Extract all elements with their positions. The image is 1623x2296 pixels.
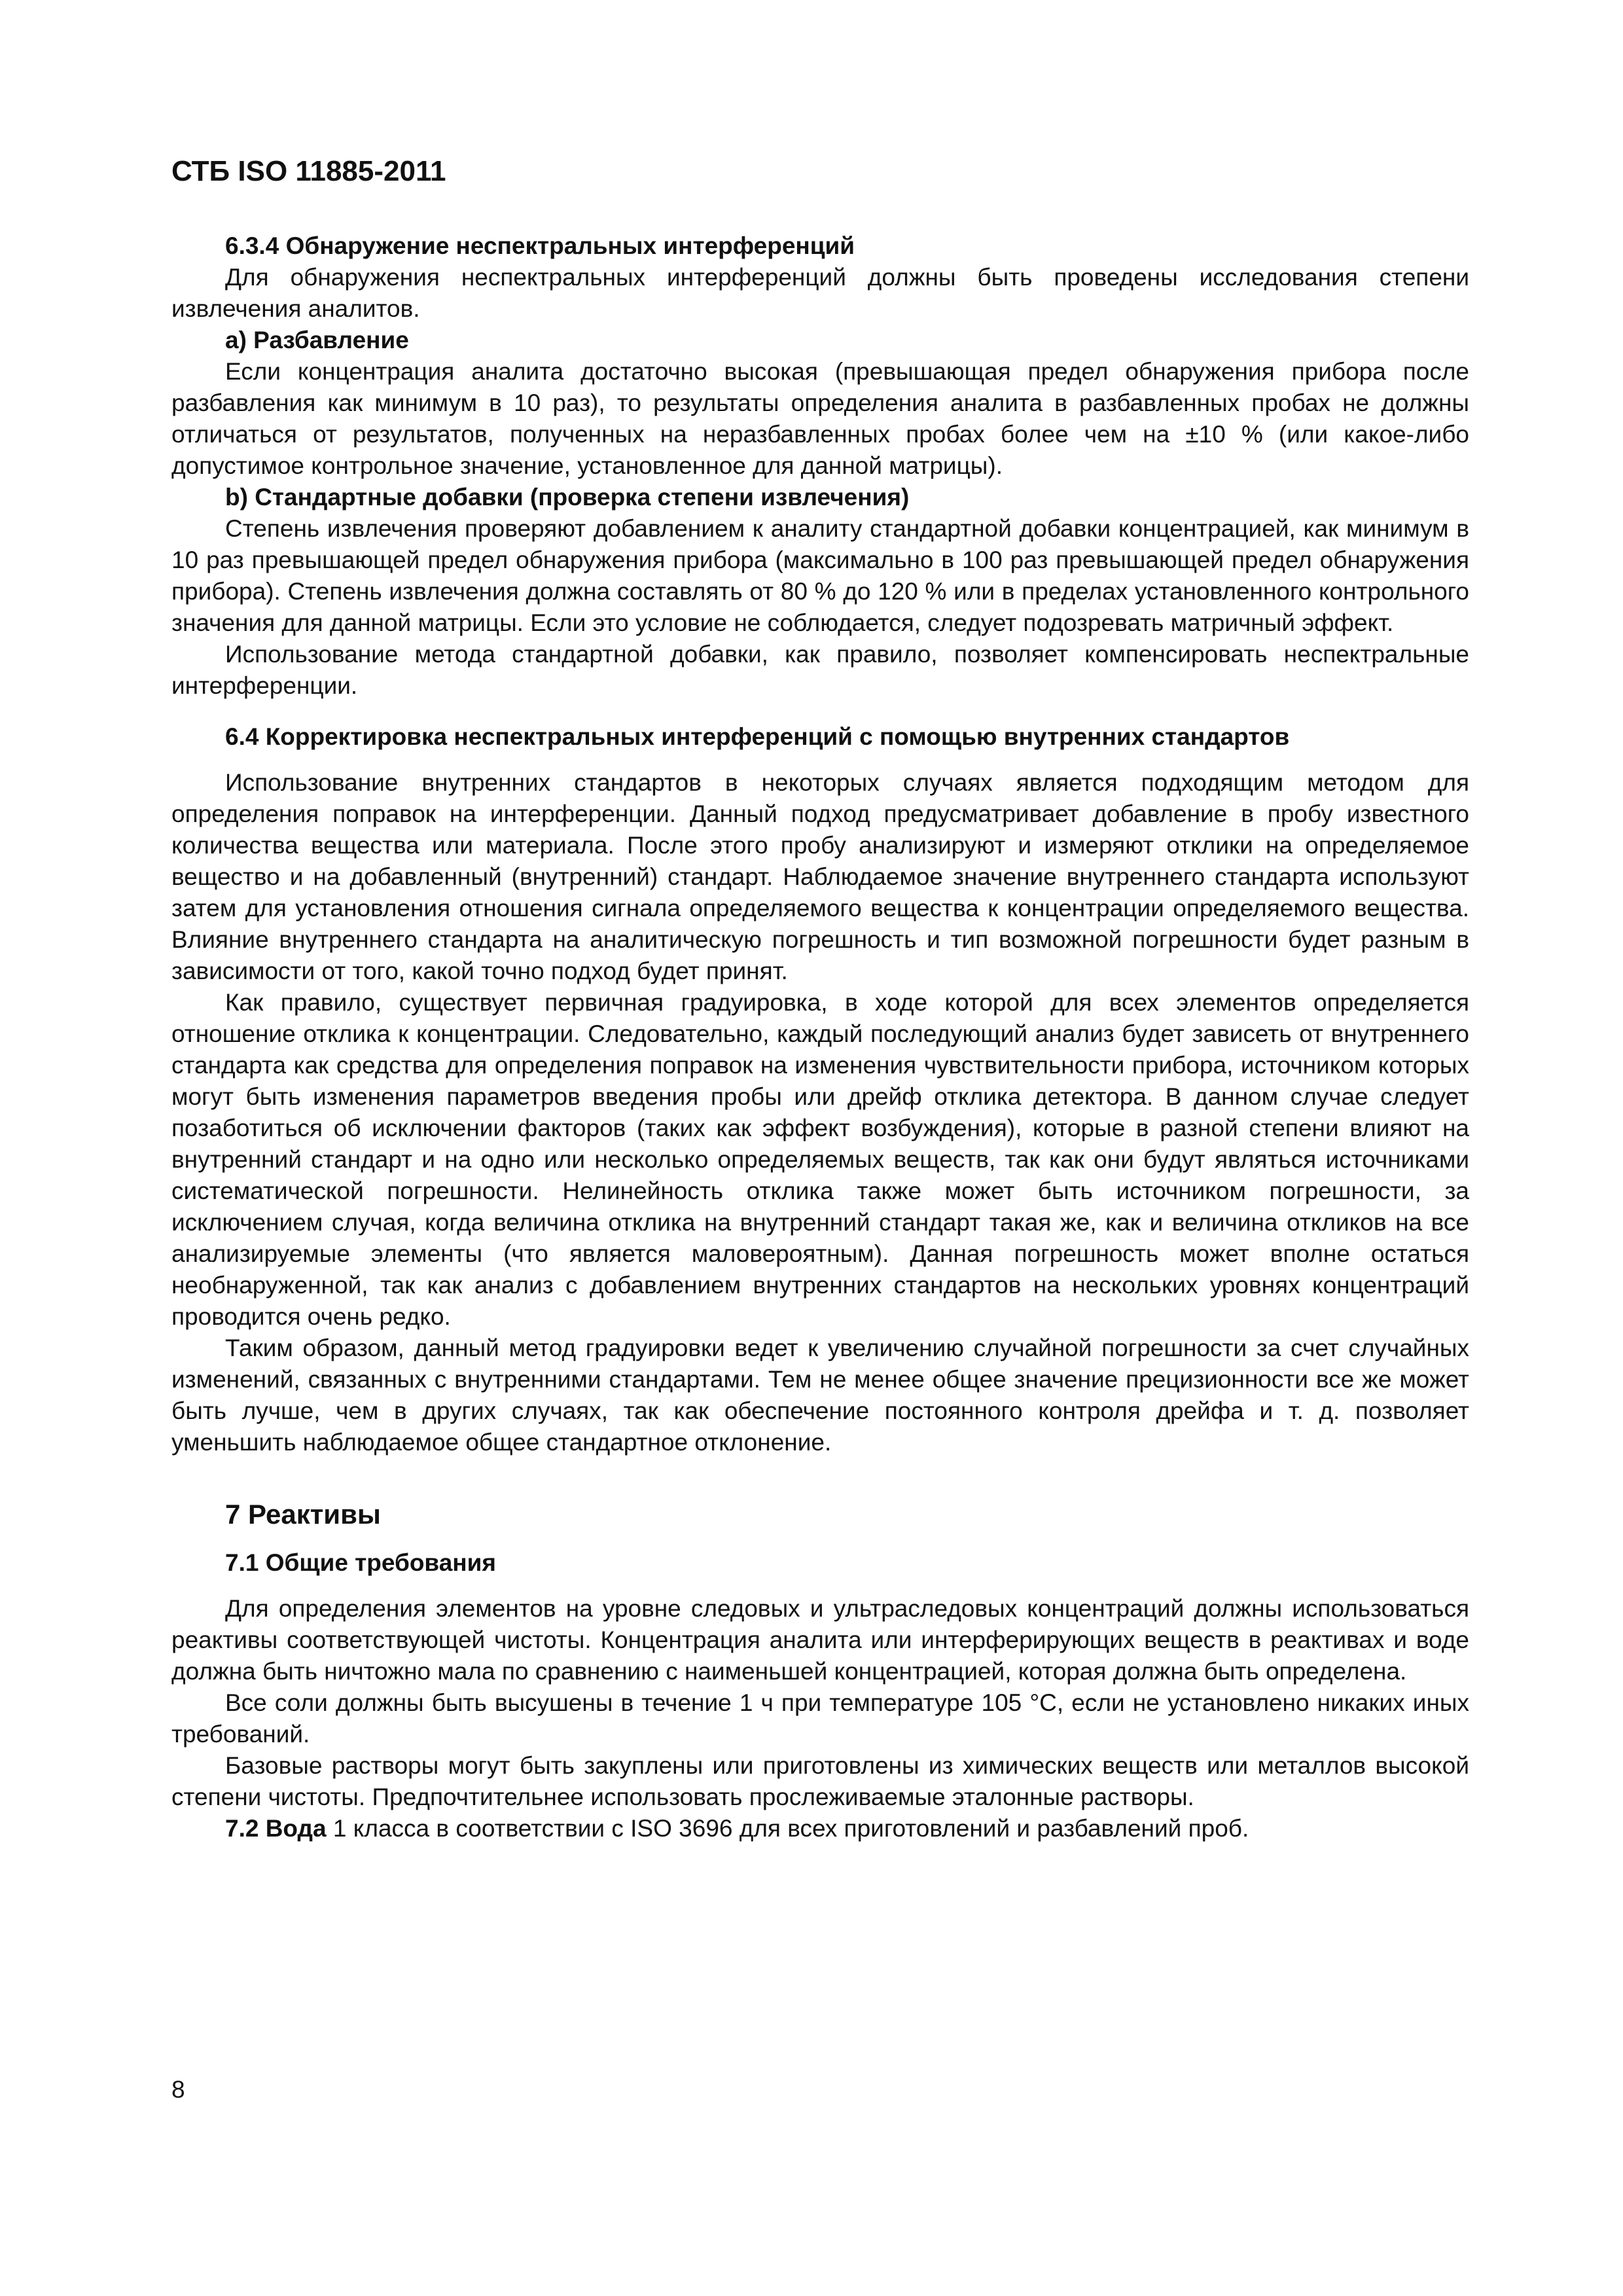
section-7-title: 7 Реактивы — [225, 1499, 381, 1530]
paragraph: Степень извлечения проверяют добавлением к аналиту стандартной добавки концентрацией, как минимум в 10 раз превышающей предел обнаружения прибора (максимально в 100 раз превышающей предел обнаружения прибора). Степень извлечения должна составлять от 80 % до 120 % или в пределах установленного контрольного значения для данной матрицы. Если это условие не соблюдается, следует подозревать матричный эффект. — [171, 515, 1469, 636]
paragraph: Все соли должны быть высушены в течение 1 ч при температуре 105 °С, если не установлено никаких иных требований. — [171, 1689, 1469, 1748]
document-body — [171, 230, 1469, 1844]
subsection-a-title: а) Разбавление — [225, 327, 409, 353]
section-7-2-paragraph — [171, 1813, 1469, 1844]
section-6-3-4-title: 6.3.4 Обнаружение неспектральных интерференций — [225, 232, 855, 259]
section-7-2-label: 7.2 Вода — [225, 1815, 327, 1842]
paragraph: Как правило, существует первичная градуировка, в ходе которой для всех элементов определяется отношение отклика к концентрации. Следовательно, каждый последующий анализ будет зависеть от внутреннего стандарта как средства для определения поправок на изменения чувствительности прибора, источником которых могут быть изменения параметров введения пробы или дрейф отклика детектора. В данном случае следует позаботиться об исключении факторов (таких как эффект возбуждения), которые в разной степени влияют на внутренний стандарт и на одно или несколько определяемых веществ, так как они будут являться источниками систематической погрешности. Нелинейность отклика также может быть источником погрешности, за исключением случая, когда величина отклика на внутренний стандарт такая же, как и величина откликов на все анализируемые элементы (что является маловероятным). Данная погрешность может вполне остаться необнаруженной, так как анализ с добавлением внутренних стандартов на нескольких уровнях концентраций проводится очень редко. — [171, 989, 1469, 1330]
paragraph: Базовые растворы могут быть закуплены или приготовлены из химических веществ или металлов высокой степени чистоты. Предпочтительнее использовать прослеживаемые эталонные растворы. — [171, 1752, 1469, 1810]
paragraph: Для определения элементов на уровне следовых и ультраследовых концентраций должны использоваться реактивы соответствующей чистоты. Концентрация аналита или интерферирующих веществ в реактивах и воде должна быть ничтожно мала по сравнению с наименьшей концентрацией, которая должна быть определена. — [171, 1595, 1469, 1685]
page-number: 8 — [171, 2076, 185, 2103]
subsection-b-title: b) Стандартные добавки (проверка степени извлечения) — [225, 484, 910, 511]
section-7-1-title: 7.1 Общие требования — [225, 1549, 496, 1576]
paragraph: Если концентрация аналита достаточно высокая (превышающая предел обнаружения прибора после разбавления как минимум в 10 раз), то результаты определения аналита в разбавленных пробах не должны отличаться от результатов, полученных на неразбавленных пробах более чем на ±10 % (или какое-либо допустимое контрольное значение, установленное для данной матрицы). — [171, 358, 1469, 479]
section-6-4-title: 6.4 Корректировка неспектральных интерференций с помощью внутренних стандартов — [225, 723, 1290, 750]
paragraph: Для обнаружения неспектральных интерференций должны быть проведены исследования степени извлечения аналитов. — [171, 264, 1469, 322]
document-header: СТБ ISO 11885-2011 — [171, 155, 446, 187]
section-7-2-text: 1 класса в соответствии с ISO 3696 для всех приготовлений и разбавлений проб. — [326, 1815, 1249, 1842]
paragraph: Использование внутренних стандартов в некоторых случаях является подходящим методом для определения поправок на интерференции. Данный подход предусматривает добавление в пробу известного количества вещества или материала. После этого пробу анализируют и измеряют отклики на определяемое вещество и на добавленный (внутренний) стандарт. Наблюдаемое значение внутреннего стандарта используют затем для установления отношения сигнала определяемого вещества к концентрации определяемого вещества. Влияние внутреннего стандарта на аналитическую погрешность и тип возможной погрешности будет разным в зависимости от того, какой точно подход будет принят. — [171, 769, 1469, 984]
paragraph: Таким образом, данный метод градуировки ведет к увеличению случайной погрешности за счет случайных изменений, связанных с внутренними стандартами. Тем не менее общее значение прецизионности все же может быть лучше, чем в других случаях, так как обеспечение постоянного контроля дрейфа и т. д. позволяет уменьшить наблюдаемое общее стандартное отклонение. — [171, 1335, 1469, 1456]
paragraph: Использование метода стандартной добавки, как правило, позволяет компенсировать неспектральные интерференции. — [171, 641, 1469, 699]
